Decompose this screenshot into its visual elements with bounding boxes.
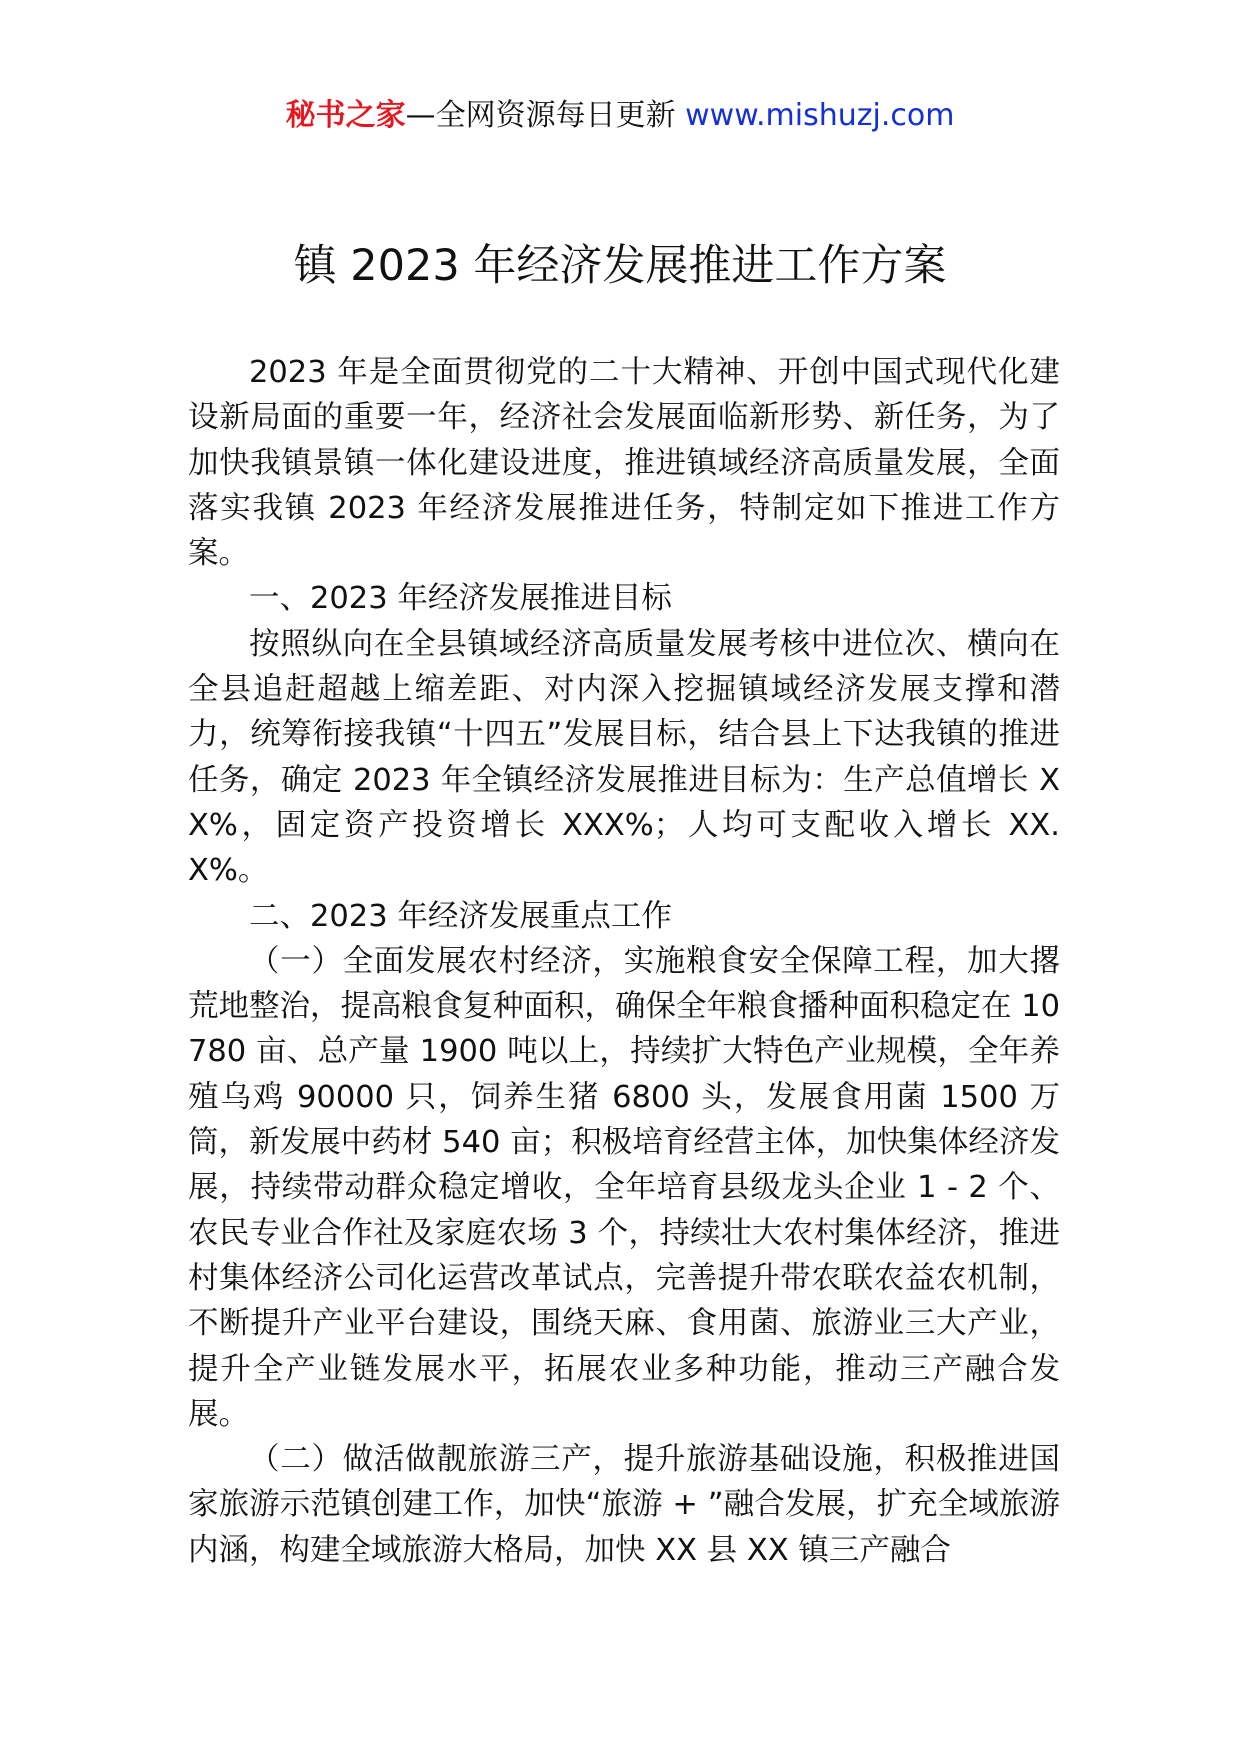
site-header	[0, 96, 1240, 136]
document-title: 镇 2023 年经济发展推进工作方案	[293, 241, 947, 291]
document-body	[188, 350, 1060, 1573]
header-slogan: —全网资源每日更新	[405, 98, 686, 133]
section-heading-key-work: 二、2023 年经济发展重点工作	[249, 898, 672, 934]
tourism-paragraph: （二）做活做靓旅游三产，提升旅游基础设施，积极推进国家旅游示范镇创建工作，加快“旅游 + ”融合发展，扩充全域旅游内涵，构建全域旅游大格局，加快 XX 县 XX 镇三产融合	[188, 1442, 1060, 1568]
goals-paragraph: 按照纵向在全县镇域经济高质量发展考核中进位次、横向在全县追赶超越上缩差距、对内深入挖掘镇域经济发展支撑和潜力，统筹衔接我镇“十四五”发展目标，结合县上下达我镇的推进任务，确定 2023 年全镇经济发展推进目标为：生产总值增长 XX%，固定资产投资增长 XXX%；人均可支配收入增长 XX.X%。	[188, 626, 1060, 889]
site-url[interactable]: www.mishuzj.com	[685, 98, 955, 133]
intro-paragraph: 2023 年是全面贯彻党的二十大精神、开创中国式现代化建设新局面的重要一年，经济社会发展面临新形势、新任务，为了加快我镇景镇一体化建设进度，推进镇域经济高质量发展，全面落实我镇 2023 年经济发展推进任务，特制定如下推进工作方案。	[188, 355, 1060, 572]
rural-economy-paragraph: （一）全面发展农村经济，实施粮食安全保障工程，加大撂荒地整治，提高粮食复种面积，确保全年粮食播种面积稳定在 10780 亩、总产量 1900 吨以上，持续扩大特色产业规模，全年养殖乌鸡 90000 只，饲养生猪 6800 头，发展食用菌 1500 万筒，新发展中药材 540 亩；积极培育经营主体，加快集体经济发展，持续带动群众稳定增收，全年培育县级龙头企业 1 - 2 个、农民专业合作社及家庭农场 3 个，持续壮大农村集体经济，推进村集体经济公司化运营改革试点，完善提升带农联农益农机制，不断提升产业平台建设，围绕天麻、食用菌、旅游业三大产业，提升全产业链发展水平，拓展农业多种功能，推动三产融合发展。	[188, 943, 1061, 1432]
section-heading-goals: 一、2023 年经济发展推进目标	[249, 581, 672, 617]
brand-name: 秘书之家	[285, 98, 406, 133]
